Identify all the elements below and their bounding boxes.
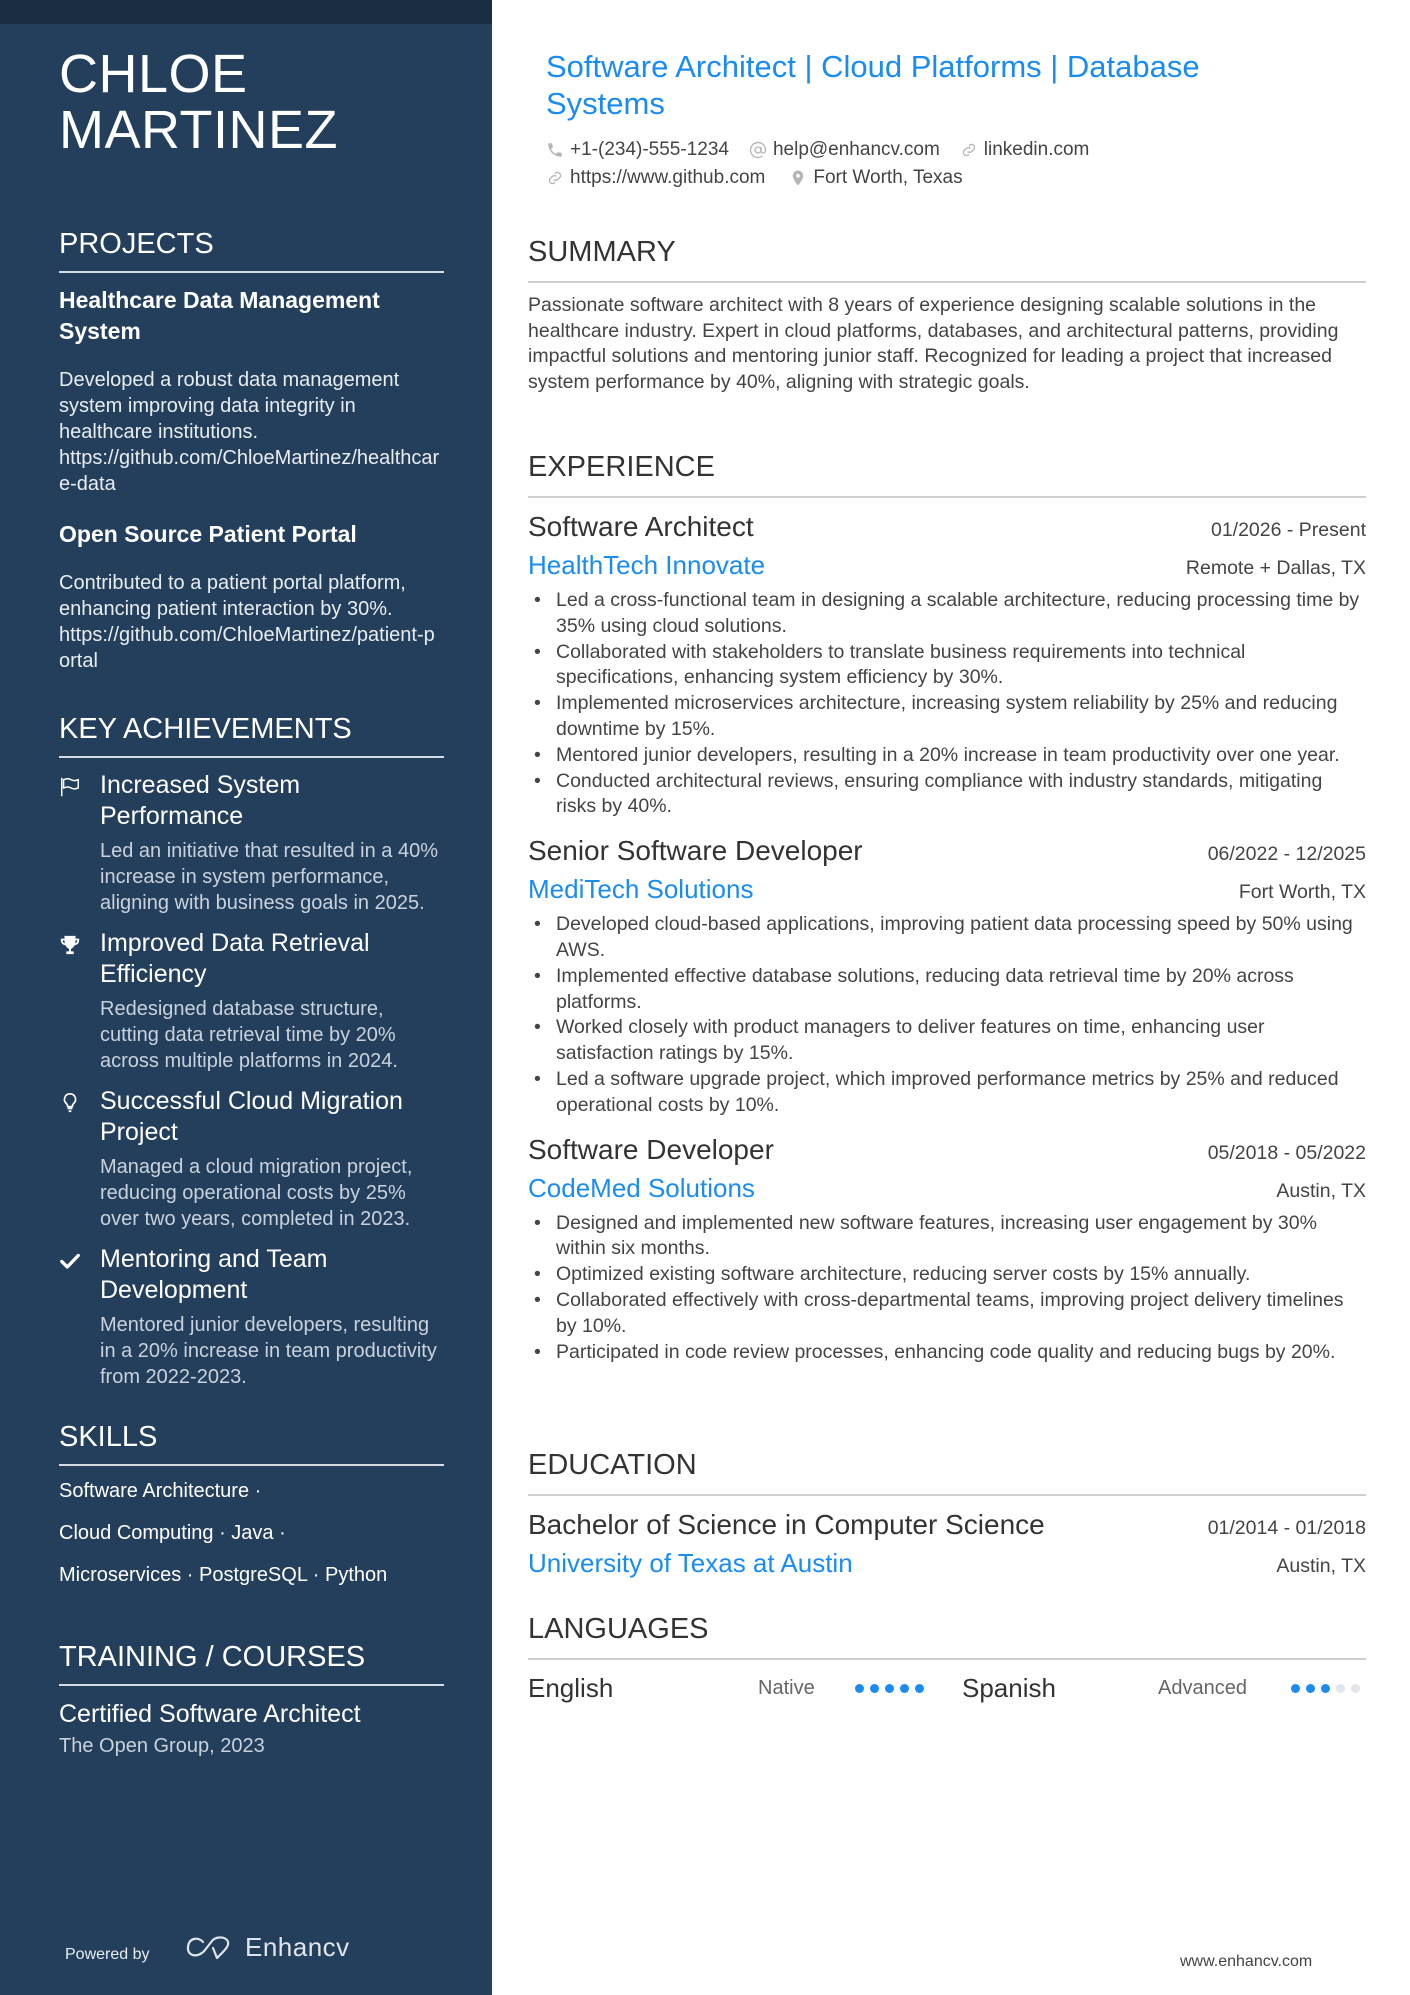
training-heading: TRAINING / COURSES (59, 1640, 444, 1686)
education-header (528, 1506, 1366, 1544)
job-dates: 01/2026 - Present (1210, 519, 1366, 541)
achievement-title: Successful Cloud Migration Project (100, 1087, 403, 1146)
job-bullets (528, 588, 1366, 820)
contact-linkedin[interactable] (960, 136, 1090, 164)
languages-section (528, 1612, 1366, 1706)
job-header (528, 508, 1366, 546)
job-title: Software Developer (528, 1133, 774, 1165)
language-level: Advanced (1158, 1676, 1247, 1699)
enhancv-logo-icon (185, 1935, 233, 1961)
job-entry (528, 1131, 1366, 1366)
course-title: Certified Software Architect (59, 1700, 361, 1728)
github-url: https://www.github.com (570, 167, 766, 188)
education-location: Austin, TX (1276, 1555, 1366, 1577)
achievement-item (59, 770, 444, 916)
job-subheader (528, 1169, 1366, 1207)
job-location: Fort Worth, TX (1238, 881, 1366, 904)
email-address: help@enhancv.com (772, 139, 940, 160)
proficiency-dot-filled (855, 1684, 864, 1693)
checkmark-icon (59, 1250, 81, 1272)
job-title: Senior Software Developer (528, 835, 863, 867)
experience-section (528, 450, 1366, 1365)
project-link[interactable]: https://github.com/ChloeMartinez/healthcare-data (59, 447, 440, 495)
languages-row (528, 1670, 1366, 1706)
sidebar-content (59, 46, 444, 1760)
achievement-title: Improved Data Retrieval Efficiency (100, 929, 370, 988)
enhancv-logo[interactable] (185, 1932, 350, 1963)
training-section (59, 1640, 444, 1760)
project-title: Open Source Patient Portal (59, 521, 357, 547)
project-description (59, 570, 444, 674)
proficiency-dot-filled (900, 1684, 909, 1693)
job-bullet: • Collaborated with stakeholders to translate business requirements into technical specifications, enhancing system efficiency by 30%. (528, 640, 1366, 692)
job-bullet: • Developed cloud-based applications, improving patient data processing speed by 50% using AWS. (528, 912, 1366, 964)
job-bullet: • Worked closely with product managers to deliver features on time, enhancing user satisfaction ratings by 15%. (528, 1015, 1366, 1067)
skills-heading: SKILLS (59, 1420, 444, 1466)
language-proficiency-dots (855, 1684, 962, 1693)
project-link[interactable]: https://github.com/ChloeMartinez/patient-portal (59, 624, 435, 672)
education-subheader (528, 1544, 1366, 1582)
education-section (528, 1448, 1366, 1582)
project-description-text: Developed a robust data management system improving data integrity in healthcare institutions. (59, 369, 400, 443)
job-entry (528, 508, 1366, 820)
education-entry (528, 1506, 1366, 1582)
course-provider: The Open Group, 2023 (59, 1735, 265, 1757)
job-bullet: • Collaborated effectively with cross-departmental teams, improving project delivery timelines by 10%. (528, 1288, 1366, 1340)
contact-github[interactable] (546, 164, 765, 192)
achievement-item (59, 1086, 444, 1232)
footer-website-link[interactable]: www.enhancv.com (1180, 1953, 1313, 1970)
proficiency-dot-filled (1306, 1684, 1315, 1693)
headline: Software Architect | Cloud Platforms | Database Systems (546, 49, 1200, 121)
job-company: HealthTech Innovate (528, 550, 766, 580)
contact-phone[interactable] (546, 136, 729, 164)
achievements-heading: KEY ACHIEVEMENTS (59, 712, 444, 758)
proficiency-dot-filled (870, 1684, 879, 1693)
skills-line: Cloud Computing · Java · (59, 1522, 286, 1544)
job-bullet: • Implemented microservices architecture, increasing system reliability by 25% and reducing downtime by 15%. (528, 691, 1366, 743)
job-subheader (528, 546, 1366, 584)
enhancv-logo-text: Enhancv (245, 1932, 350, 1962)
achievement-description: Led an initiative that resulted in a 40% increase in system performance, aligning with business goals in 2025. (100, 840, 438, 914)
skills-line: Microservices · PostgreSQL · Python (59, 1564, 388, 1586)
summary-heading: SUMMARY (528, 235, 1366, 283)
proficiency-dot-filled (915, 1684, 924, 1693)
skills-line: Software Architecture · (59, 1480, 262, 1502)
degree: Bachelor of Science in Computer Science (528, 1509, 1045, 1540)
powered-by-label: Powered by (65, 1946, 150, 1963)
link-icon (960, 141, 978, 159)
job-company: CodeMed Solutions (528, 1172, 755, 1203)
project-item (59, 519, 444, 674)
experience-heading: EXPERIENCE (528, 450, 1366, 498)
proficiency-dot-filled (885, 1684, 894, 1693)
sidebar-top-band (0, 0, 492, 24)
language-name: Spanish (962, 1672, 1056, 1703)
achievement-description: Managed a cloud migration project, reducing operational costs by 25% over two years, completed in 2023. (100, 1156, 413, 1230)
language-level: Native (758, 1676, 815, 1699)
job-subheader (528, 870, 1366, 908)
proficiency-dot-empty (1351, 1684, 1360, 1693)
job-bullet: • Led a cross-functional team in designing a scalable architecture, reducing processing time by 35% using cloud solutions. (528, 588, 1366, 640)
job-bullet: • Optimized existing software architecture, reducing server costs by 15% annually. (528, 1262, 1366, 1288)
job-bullet: • Mentored junior developers, resulting in a 20% increase in team productivity over one year. (528, 743, 1366, 769)
name-first: CHLOE (59, 44, 248, 104)
achievement-title: Increased System Performance (100, 771, 301, 830)
achievement-item (59, 1244, 444, 1390)
school: University of Texas at Austin (528, 1548, 853, 1578)
job-bullet: • Designed and implemented new software features, increasing user engagement by 30% within six months. (528, 1211, 1366, 1263)
language-proficiency-dots (1291, 1684, 1360, 1693)
achievement-description: Mentored junior developers, resulting in a 20% increase in team productivity from 2022-2023. (100, 1314, 437, 1388)
project-description-text: Contributed to a patient portal platform, enhancing patient interaction by 30%. (59, 572, 406, 620)
job-entry (528, 832, 1366, 1118)
trophy-icon (59, 934, 81, 956)
job-header (528, 1131, 1366, 1169)
candidate-name (59, 46, 444, 158)
job-dates: 06/2022 - 12/2025 (1207, 843, 1366, 866)
language-name: English (528, 1672, 614, 1703)
job-location: Remote + Dallas, TX (1185, 557, 1366, 579)
achievement-item (59, 928, 444, 1074)
contact-email[interactable] (749, 136, 940, 164)
name-last: MARTINEZ (59, 100, 339, 160)
flag-icon (59, 776, 81, 798)
proficiency-dot-empty (1336, 1684, 1345, 1693)
education-heading: EDUCATION (528, 1448, 1366, 1496)
job-header (528, 832, 1366, 870)
sidebar (0, 0, 492, 1995)
contact-location (789, 164, 962, 192)
project-title: Healthcare Data Management System (59, 287, 380, 344)
job-bullets (528, 1211, 1366, 1366)
job-bullets (528, 912, 1366, 1118)
location-pin-icon (789, 169, 807, 187)
achievement-description: Redesigned database structure, cutting data retrieval time by 20% across multiple platforms in 2024. (100, 998, 398, 1072)
education-dates: 01/2014 - 01/2018 (1207, 1517, 1366, 1539)
skills-section (59, 1420, 444, 1588)
proficiency-dot-filled (1291, 1684, 1300, 1693)
job-title: Software Architect (528, 511, 754, 542)
summary-section (528, 235, 1366, 395)
projects-heading: PROJECTS (59, 227, 444, 273)
contact-row (546, 164, 1326, 192)
phone-icon (546, 141, 564, 159)
job-bullet: • Participated in code review processes, enhancing code quality and reducing bugs by 20%. (528, 1340, 1366, 1366)
job-company: MediTech Solutions (528, 874, 754, 905)
achievements-section (59, 712, 444, 1390)
lightbulb-icon (59, 1092, 81, 1114)
job-dates: 05/2018 - 05/2022 (1207, 1141, 1366, 1164)
projects-section (59, 227, 444, 674)
contact-row (546, 136, 1326, 164)
linkedin-url: linkedin.com (983, 139, 1090, 160)
project-description (59, 367, 444, 497)
phone-number: +1-(234)-555-1234 (570, 139, 729, 160)
job-bullet: • Conducted architectural reviews, ensuring compliance with industry standards, mitigating risks by 40%. (528, 769, 1366, 821)
contact-info (546, 136, 1326, 192)
job-bullet: • Implemented effective database solutions, reducing data retrieval time by 20% across platforms. (528, 964, 1366, 1016)
summary-text: Passionate software architect with 8 years of experience designing scalable solutions in the healthcare industry. Expert in cloud platforms, databases, and architectural patterns, providing impactful solutions and mentoring junior staff. Recognized for leading a project that increased system performance by 40%, aligning with strategic goals. (528, 294, 1339, 393)
link-icon (546, 169, 564, 187)
achievement-title: Mentoring and Team Development (100, 1245, 328, 1304)
at-sign-icon (749, 141, 767, 159)
proficiency-dot-filled (1321, 1684, 1330, 1693)
job-bullet: • Led a software upgrade project, which improved performance metrics by 25% and reduced operational costs by 10%. (528, 1067, 1366, 1119)
project-item (59, 285, 444, 497)
job-location: Austin, TX (1276, 1179, 1366, 1202)
languages-heading: LANGUAGES (528, 1612, 1366, 1660)
location-text: Fort Worth, Texas (813, 167, 963, 188)
